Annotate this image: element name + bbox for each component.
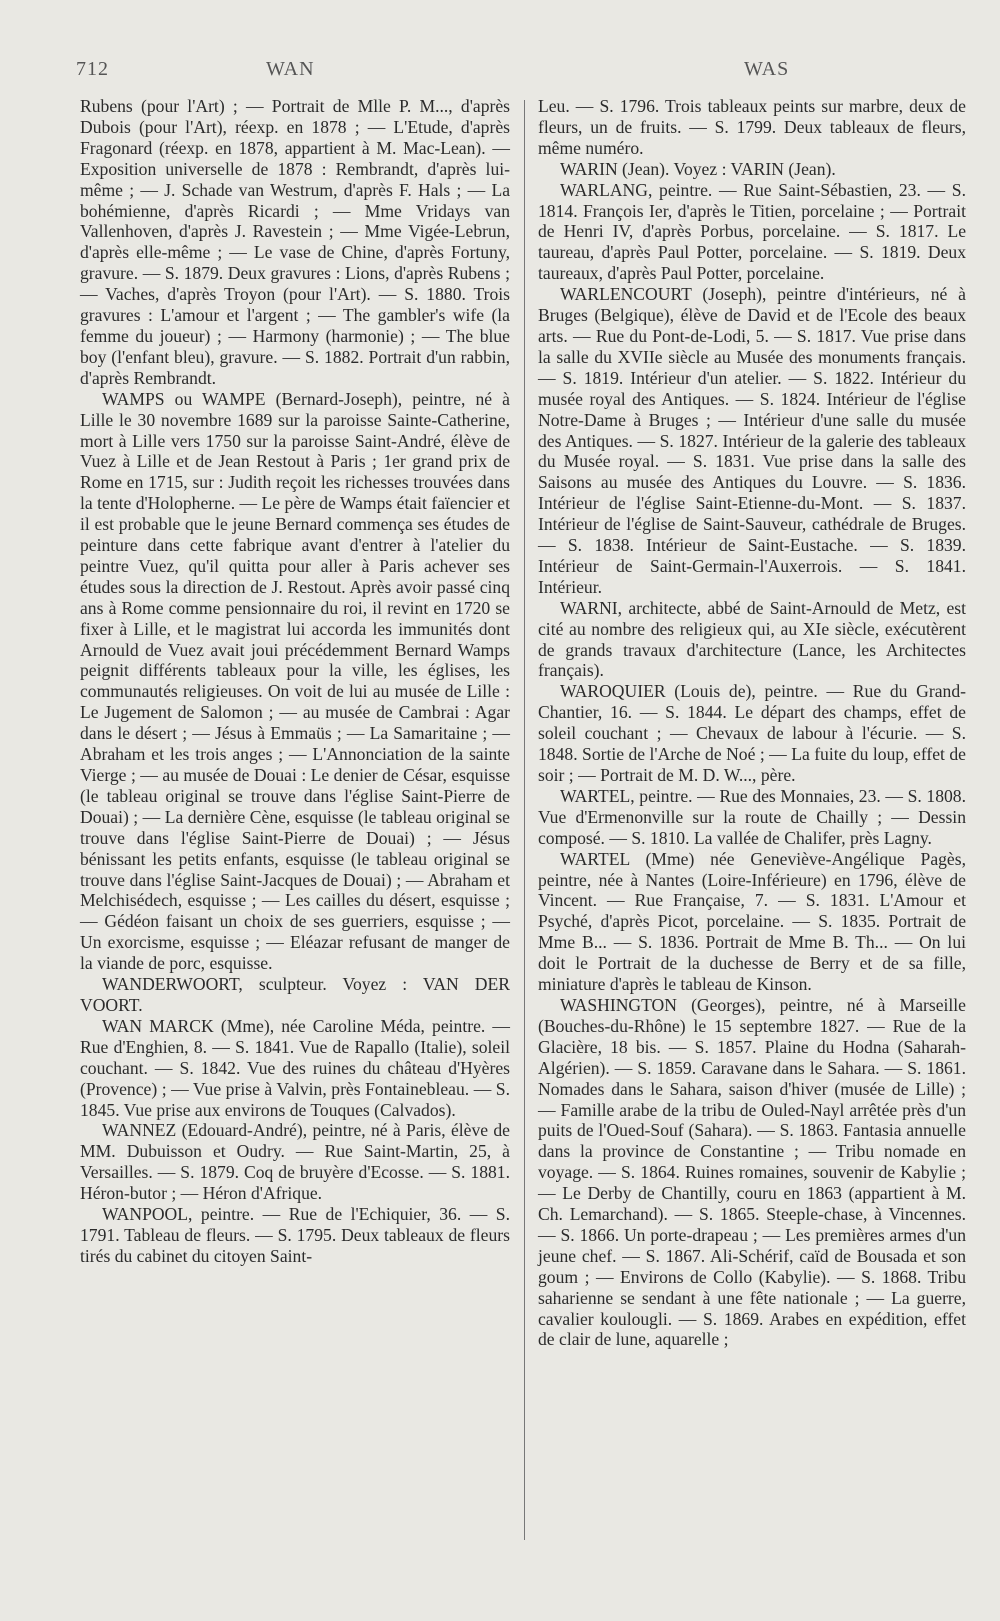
- entry-paragraph: WAN MARCK (Mme), née Caroline Méda, peintre. — Rue d'Enghien, 8. — S. 1841. Vue de Rapallo (Italie), soleil couchant. — S. 1842. Vue des ruines du château d'Hyères (Provence) ; — Vue prise à Valvin, près Fontainebleau. — S. 1845. Vue prise aux environs de Touques (Calvados).: [80, 1015, 510, 1120]
- running-head-right: WAS: [744, 58, 790, 80]
- entry-paragraph: WANDERWOORT, sculpteur. Voyez : VAN DER VOORT.: [80, 974, 510, 1015]
- column-divider: [524, 100, 525, 1540]
- entry-paragraph: WARIN (Jean). Voyez : VARIN (Jean).: [560, 158, 836, 179]
- left-column: [80, 96, 510, 1267]
- page-number: 712: [76, 58, 109, 80]
- entry-paragraph: WASHINGTON (Georges), peintre, né à Marseille (Bouches-du-Rhône) le 15 septembre 1827. — Rue de la Glacière, 18 bis. — S. 1857. Plaine du Hodna (Saharah-Algérien). — S. 1859. Caravane dans le Sahara. — S. 1861. Nomades dans le Sahara, saison d'hiver (musée de Lille) ; — Famille arabe de la tribu de Ouled-Nayl arrêtée près d'un puits de l'Oued-Souf (Sahara). — S. 1863. Fantasia annuelle dans la province de Constantine ; — Tribu nomade en voyage. — S. 1864. Ruines romaines, souvenir de Kabylie ; — Le Derby de Chantilly, couru en 1863 (appartient à M. Ch. Lemarchand). — S. 1865. Steeple-chase, à Vincennes. — S. 1866. Un porte-drapeau ; — Les premières armes d'un jeune chef. — S. 1867. Ali-Schérif, caïd de Bousada et son goum ; — Environs de Collo (Kabylie). — S. 1868. Tribu saharienne se sendant à une fête nationale ; — La guerre, cavalier koulougli. — S. 1869. Arabes en expédition, effet de clair de lune, aquarelle ;: [538, 994, 966, 1350]
- entry-paragraph: Rubens (pour l'Art) ; — Portrait de Mlle P. M..., d'après Dubois (pour l'Art), réexp. en 1878 ; — L'Etude, d'après Fragonard (réexp. en 1878, appartient à M. Mac-Lean). — Exposition universelle de 1878 : Rembrandt, d'après lui-même ; — J. Schade van Westrum, d'après F. Hals ; — La bohémienne, d'après Ricardi ; — Mme Vridays van Vallenhoven, d'après J. Ravestein ; — Mme Vigée-Lebrun, d'après elle-même ; — Le vase de Chine, d'après Fortuny, gravure. — S. 1879. Deux gravures : Lions, d'après Rubens ; — Vaches, d'après Troyon (pour l'Art). — S. 1880. Trois gravures : L'amour et l'argent ; — The gambler's wife (la femme du joueur) ; — Harmony (harmonie) ; — The blue boy (l'enfant bleu), gravure. — S. 1882. Portrait d'un rabbin, d'après Rembrandt.: [80, 96, 510, 388]
- running-head-left: WAN: [266, 58, 315, 80]
- entry-paragraph: Leu. — S. 1796. Trois tableaux peints sur marbre, deux de fleurs, un de fruits. — S. 1799. Deux tableaux de fleurs, même numéro.: [538, 96, 966, 158]
- entry-paragraph: WARLANG, peintre. — Rue Saint-Sébastien, 23. — S. 1814. François Ier, d'après le Titien, porcelaine ; — Portrait de Henri IV, d'après Porbus, porcelaine. — S. 1817. Le taureau, d'après Paul Potter, porcelaine. — S. 1819. Deux taureaux, d'après Paul Potter, porcelaine.: [538, 179, 966, 284]
- entry-paragraph: WANNEZ (Edouard-André), peintre, né à Paris, élève de MM. Dubuisson et Oudry. — Rue Saint-Martin, 25, à Versailles. — S. 1879. Coq de bruyère d'Ecosse. — S. 1881. Héron-butor ; — Héron d'Afrique.: [80, 1120, 510, 1204]
- entry-paragraph: WARTEL (Mme) née Geneviève-Angélique Pagès, peintre, née à Nantes (Loire-Inférieure) en 1796, élève de Vincent. — Rue Française, 7. — S. 1831. L'Amour et Psyché, d'après Picot, porcelaine. — S. 1835. Portrait de Mme B... — S. 1836. Portrait de Mme B. Th... — On lui doit le Portrait de la duchesse de Berry et de sa fille, miniature d'après le tableau de Kinson.: [538, 848, 966, 995]
- entry-paragraph: WAMPS ou WAMPE (Bernard-Joseph), peintre, né à Lille le 30 novembre 1689 sur la paroisse Sainte-Catherine, mort à Lille vers 1750 sur la paroisse Saint-André, élève de Vuez à Lille et de Jean Restout à Paris ; 1er grand prix de Rome en 1715, sur : Judith reçoit les richesses trouvées dans la tente d'Holopherne. — Le père de Wamps était faïencier et il est probable que le jeune Bernard commença ses études de peinture dans cette fabrique avant d'entrer à l'atelier du peintre Vuez, qu'il quitta pour aller à Paris achever ses études sous la direction de J. Restout. Après avoir passé cinq ans à Rome comme pensionnaire du roi, il revint en 1720 se fixer à Lille, et le magistrat lui accorda les immunités dont Arnould de Vuez avait joui précédemment Bernard Wamps peignit différents tableaux pour la ville, les églises, les communautés religieuses. On voit de lui au musée de Lille : Le Jugement de Salomon ; — au musée de Cambrai : Agar dans le désert ; — Jésus à Emmaüs ; — La Samaritaine ; — Abraham et les trois anges ; — L'Annonciation de la sainte Vierge ; — au musée de Douai : Le denier de César, esquisse (le tableau original se trouve dans l'église Saint-Pierre de Douai) ; — La dernière Cène, esquisse (le tableau original se trouve dans l'église Saint-Pierre de Douai) ; — Jésus bénissant les petits enfants, esquisse (le tableau original se trouve dans l'église Saint-Jacques de Douai) ; — Abraham et Melchisédech, esquisse ; — Les cailles du désert, esquisse ; — Gédéon faisant un choix de ses guerriers, esquisse ; — Un exorcisme, esquisse ; — Eléazar refusant de manger de la viande de porc, esquisse.: [80, 388, 510, 974]
- page-header: [76, 58, 960, 88]
- entry-paragraph: WARLENCOURT (Joseph), peintre d'intérieurs, né à Bruges (Belgique), élève de David et de l'Ecole des beaux arts. — Rue du Pont-de-Lodi, 5. — S. 1817. Vue prise dans la salle du XVIIe siècle au Musée des monuments français. — S. 1819. Intérieur d'un atelier. — S. 1822. Intérieur du musée royal des Antiques. — S. 1824. Intérieur de l'église Notre-Dame à Bruges ; — Intérieur d'une salle du musée des Antiques. — S. 1827. Intérieur de la galerie des tableaux du Musée royal. — S. 1831. Vue prise dans la salle des Saisons au musée des Antiques du Louvre. — S. 1836. Intérieur de l'église Saint-Etienne-du-Mont. — S. 1837. Intérieur de l'église de Saint-Sauveur, cathédrale de Bruges. — S. 1838. Intérieur de Saint-Eustache. — S. 1839. Intérieur de Saint-Germain-l'Auxerrois. — S. 1841. Intérieur.: [538, 284, 966, 597]
- right-column: [538, 96, 966, 1350]
- entry-paragraph: WARTEL, peintre. — Rue des Monnaies, 23. — S. 1808. Vue d'Ermenonville sur la route de Chailly ; — Dessin composé. — S. 1810. La vallée de Chalifer, près Lagny.: [538, 785, 966, 848]
- entry-paragraph: WAROQUIER (Louis de), peintre. — Rue du Grand-Chantier, 16. — S. 1844. Le départ des champs, effet de soleil couchant ; — Chevaux de labour à l'écurie. — S. 1848. Sortie de l'Arche de Noé ; — La fuite du loup, effet de soir ; — Portrait de M. D. W..., père.: [538, 681, 966, 785]
- entry-paragraph: WANPOOL, peintre. — Rue de l'Echiquier, 36. — S. 1791. Tableau de fleurs. — S. 1795. Deux tableaux de fleurs tirés du cabinet du citoyen Saint-: [80, 1204, 510, 1266]
- entry-paragraph: WARNI, architecte, abbé de Saint-Arnould de Metz, est cité au nombre des religieux qui, au XIe siècle, exécutèrent de grands travaux d'architecture (Lance, les Architectes français).: [538, 597, 966, 681]
